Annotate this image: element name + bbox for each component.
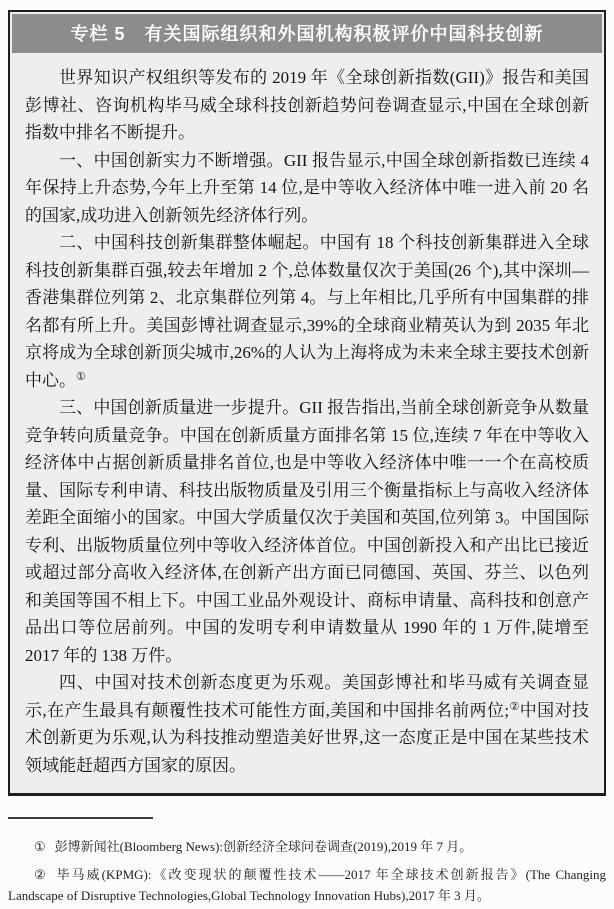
body-paragraph: 三、中国创新质量进一步提升。GII 报告指出,当前全球创新竞争从数量竞争转向质量竞争。中国在创新质量方面排名第 15 位,连续 7 年在中等收入经济体中占据创新质量排名首位,也是中等收入经济体中唯一一个在高校质量、国际专利申请、科技出版物质量及引用三个衡量指标上与高收入经济体差距全面缩小的国家。中国大学质量仅次于美国和英国,位列第 3。中国国际专利、出版物质量位列中等收入经济体首位。中国创新投入和产出比已接近或超过部分高收入经济体,在创新产出方面已同德国、英国、芬兰、以色列和美国等国不相上下。中国工业品外观设计、商标申请量、高科技和创意产品出口等位居前列。中国的发明专利申请数量从 1990 年的 1 万件,陡增至 2017 年的 138 万件。 xyxy=(25,398,589,665)
footnote-ref: ② xyxy=(509,700,520,713)
column-box-title: 专栏 5 有关国际组织和外国机构积极评价中国科技创新 xyxy=(12,14,602,53)
body-paragraph: 一、中国创新实力不断增强。GII 报告显示,中国全球创新指数已连续 4 年保持上升态势,今年上升至第 14 位,是中等收入经济体中唯一进入前 20 名的国家,成功进入创新领先经济体行列。 xyxy=(25,150,589,225)
footnote-ref: ① xyxy=(76,370,86,383)
body-paragraph: 二、中国科技创新集群整体崛起。中国有 18 个科技创新集群进入全球科技创新集群百强,较去年增加 2 个,总体数量仅次于美国(26 个),其中深圳—香港集群位列第 2、北京集群位列第 4。与上年相比,几乎所有中国集群的排名都有所上升。美国彭博社调查显示,39%的全球商业精英认为到 2035 年北京将成为全球创新顶尖城市,26%的人认为上海将成为未来全球主要技术创新中心。① xyxy=(25,233,589,390)
body-paragraph: 四、中国对技术创新态度更为乐观。美国彭博社和毕马威有关调查显示,在产生最具有颠覆性技术可能性方面,美国和中国排名前两位;②中国对技术创新更为乐观,认为科技推动塑造美好世界,这一态度正是中国在某些技术领域能赶超西方国家的原因。 xyxy=(25,673,589,775)
footnote-section xyxy=(8,796,606,906)
footnote: ① 彭博新闻社(Bloomberg News):创新经济全球问卷调查(2019),2019 年 7 月。 xyxy=(34,839,473,854)
footnote-separator xyxy=(8,817,153,819)
body-paragraph: 世界知识产权组织等发布的 2019 年《全球创新指数(GII)》报告和美国彭博社、咨询机构毕马威全球科技创新趋势问卷调查显示,中国在全球创新指数中排名不断提升。 xyxy=(25,68,589,142)
footnote-list xyxy=(8,836,606,906)
footnote-marker: ① xyxy=(34,839,46,854)
box-body xyxy=(10,55,604,793)
footnote-marker: ② xyxy=(34,867,48,882)
footnote: ② 毕马威(KPMG):《改变现状的颠覆性技术——2017 年全球技术创新报告》(The Changing Landscape of Disruptive Technologies,Global Technology Innovation Hubs),2017 年 3 月。 xyxy=(8,867,606,903)
column-box xyxy=(8,10,606,796)
